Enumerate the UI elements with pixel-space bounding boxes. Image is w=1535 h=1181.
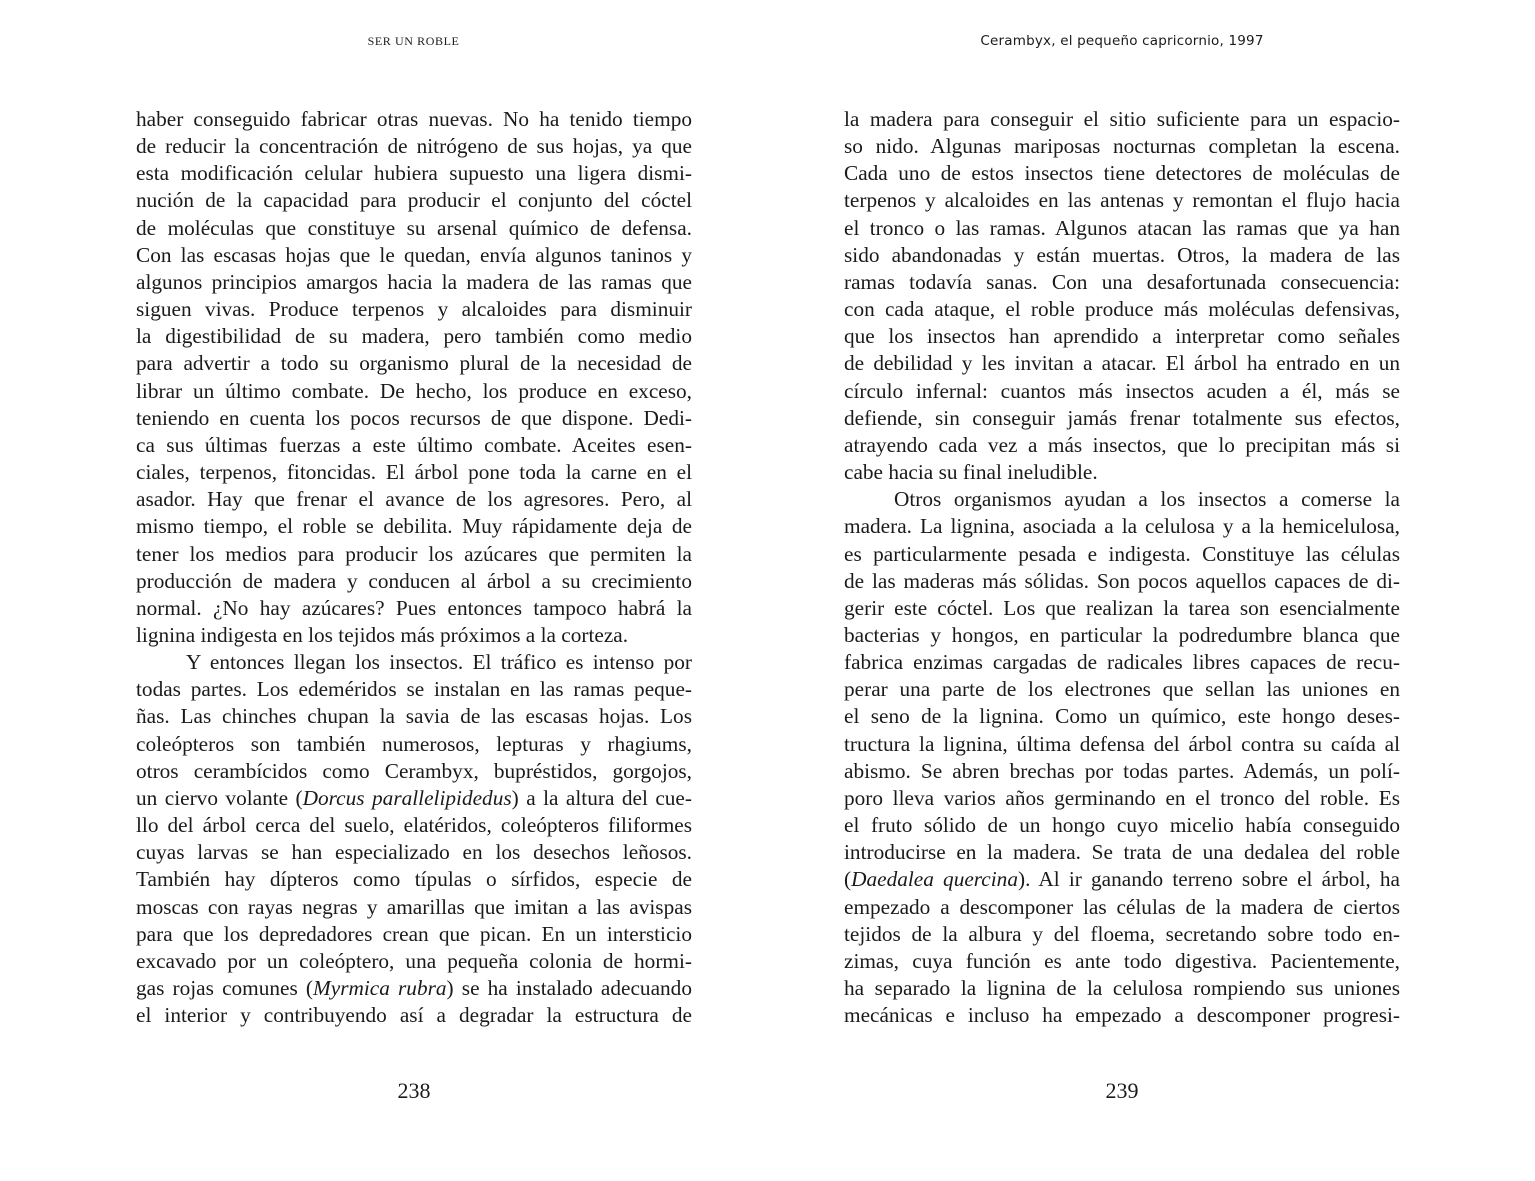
text-line: excavado por un coleóptero, una pequeña colonia de hormi-: [136, 948, 692, 973]
text-line: sido abandonadas y están muertas. Otros, la madera de las: [844, 242, 1400, 267]
text-line: de debilidad y les invitan a atacar. El árbol ha entrado en un: [844, 351, 1400, 376]
text-line: de reducir la concentración de nitrógeno de sus hojas, ya que: [136, 134, 692, 159]
left-page: [0, 0, 767, 1181]
text-line: esta modificación celular hubiera supuesto una ligera dismi-: [136, 161, 692, 186]
text-line: ha separado la lignina de la celulosa rompiendo sus uniones: [844, 976, 1400, 1000]
text-line: perar una parte de los electrones que sellan las uniones en: [844, 677, 1400, 702]
text-line: es particularmente pesada e indigesta. Constituye las células: [844, 541, 1400, 566]
text-line: fabrica enzimas cargadas de radicales libres capaces de recu-: [844, 650, 1400, 675]
text-line: Con las escasas hojas que le quedan, envía algunos taninos y: [136, 242, 692, 267]
text-line: algunos principios amargos hacia la madera de las ramas que: [136, 269, 692, 294]
text-line: gerir este cóctel. Los que realizan la tarea son esencialmente: [844, 595, 1400, 620]
text-line: todas partes. Los edeméridos se instalan en las ramas peque-: [136, 677, 692, 702]
text-line: empezado a descomponer las células de la madera de ciertos: [844, 894, 1400, 919]
text-line: haber conseguido fabricar otras nuevas. No ha tenido tiempo: [136, 107, 692, 131]
body-text: [136, 106, 692, 1029]
text-line: tejidos de la albura y del floema, secretando sobre todo en-: [844, 921, 1400, 946]
text-line: el seno de la lignina. Como un químico, este hongo deses-: [844, 704, 1400, 729]
text-line: ñas. Las chinches chupan la savia de las escasas hojas. Los: [136, 704, 692, 729]
text-line: con cada ataque, el roble produce más moléculas defensivas,: [844, 297, 1400, 322]
text-line: moscas con rayas negras y amarillas que imitan a las avispas: [136, 894, 692, 919]
text-line: normal. ¿No hay azúcares? Pues entonces tampoco habrá la: [136, 595, 692, 620]
text-line: poro lleva varios años germinando en el tronco del roble. Es: [844, 785, 1400, 810]
paragraph: [136, 106, 692, 649]
text-line: que los insectos han aprendido a interpretar como señales: [844, 324, 1400, 349]
text-line: bacterias y hongos, en particular la podredumbre blanca que: [844, 622, 1400, 647]
text-line: Cada uno de estos insectos tiene detectores de moléculas de: [844, 161, 1400, 186]
text-line: nución de la capacidad para producir el conjunto del cóctel: [136, 188, 692, 213]
text-line: de moléculas que constituye su arsenal químico de defensa.: [136, 215, 692, 240]
right-page: [767, 0, 1535, 1181]
text-line: introducirse en la madera. Se trata de una dedalea del roble: [844, 840, 1400, 865]
text-line: de las maderas más sólidas. Son pocos aquellos capaces de di-: [844, 568, 1400, 593]
text-line: terpenos y alcaloides en las antenas y remontan el flujo hacia: [844, 188, 1400, 213]
text-line: zimas, cuya función es ante todo digestiva. Pacientemente,: [844, 948, 1400, 973]
text-line: cuyas larvas se han especializado en los desechos leñosos.: [136, 840, 692, 865]
text-line: ramas todavía sanas. Con una desafortunada consecuencia:: [844, 269, 1400, 294]
page-number: 239: [1105, 1078, 1139, 1103]
text-line: librar un último combate. De hecho, los produce en exceso,: [136, 378, 692, 403]
running-head: SER UN ROBLE: [367, 34, 460, 48]
text-line: atrayendo cada vez a más insectos, que lo precipitan más si: [844, 432, 1400, 457]
text-line italic-mix: gas rojas comunes (Myrmica rubra) se ha instalado adecuando: [136, 976, 692, 1000]
text-line: otros cerambícidos como Cerambyx, bupréstidos, gorgojos,: [136, 758, 692, 783]
text-line: teniendo en cuenta los pocos recursos de que dispone. Dedi-: [136, 405, 692, 430]
text-line: coleópteros son también numerosos, lepturas y rhagiums,: [136, 731, 692, 756]
text-line: la digestibilidad de su madera, pero también como medio: [136, 324, 692, 349]
text-line italic-mix: un ciervo volante (Dorcus parallelipidedus) a la altura del cue-: [136, 785, 692, 810]
text-line: para que los depredadores crean que pican. En un intersticio: [136, 921, 692, 946]
paragraph: [844, 106, 1400, 486]
text-line: ca sus últimas fuerzas a este último combate. Aceites esen-: [136, 432, 692, 457]
text-line: mismo tiempo, el roble se debilita. Muy rápidamente deja de: [136, 514, 692, 539]
page-number: 238: [397, 1078, 431, 1103]
paragraph: [136, 649, 692, 1029]
text-line: mecánicas e incluso ha empezado a descomponer progresi-: [844, 1003, 1400, 1028]
text-line: Otros organismos ayudan a los insectos a comerse la: [894, 487, 1400, 512]
text-line: so nido. Algunas mariposas nocturnas completan la escena.: [844, 134, 1400, 159]
text-line: asador. Hay que frenar el avance de los agresores. Pero, al: [136, 487, 692, 512]
text-line: abismo. Se abren brechas por todas partes. Además, un polí-: [844, 758, 1400, 783]
text-line: círculo infernal: cuantos más insectos acuden a él, más se: [844, 378, 1400, 403]
text-line: el interior y contribuyendo así a degradar la estructura de: [136, 1003, 692, 1028]
text-line: ciales, terpenos, fitoncidas. El árbol pone toda la carne en el: [136, 460, 692, 485]
text-line italic-mix: (Daedalea quercina). Al ir ganando terreno sobre el árbol, ha: [844, 867, 1400, 892]
text-line: lignina indigesta en los tejidos más próximos a la corteza.: [136, 622, 629, 647]
text-line: tructura la lignina, última defensa del árbol contra su caída al: [844, 731, 1400, 756]
text-line: tener los medios para producir los azúcares que permiten la: [136, 541, 692, 566]
text-line: el fruto sólido de un hongo cuyo micelio había conseguido: [844, 813, 1400, 838]
text-line: Y entonces llegan los insectos. El tráfico es intenso por: [186, 650, 692, 675]
text-line: cabe hacia su final ineludible.: [844, 460, 1098, 485]
text-line: llo del árbol cerca del suelo, elatéridos, coleópteros filiformes: [136, 813, 692, 838]
paragraph: [844, 486, 1400, 1029]
text-line: para advertir a todo su organismo plural de la necesidad de: [136, 351, 692, 376]
running-head: Cerambyx, el pequeño capricornio, 1997: [980, 33, 1264, 49]
text-line: el tronco o las ramas. Algunos atacan las ramas que ya han: [844, 215, 1400, 240]
text-line: También hay dípteros como típulas o sírfidos, especie de: [136, 867, 692, 892]
text-line: madera. La lignina, asociada a la celulosa y a la hemicelulosa,: [844, 514, 1400, 539]
text-line: producción de madera y conducen al árbol a su crecimiento: [136, 568, 692, 593]
text-line: defiende, sin conseguir jamás frenar totalmente sus efectos,: [844, 405, 1400, 430]
text-line: la madera para conseguir el sitio suficiente para un espacio-: [844, 107, 1400, 131]
body-text: [844, 106, 1400, 1029]
text-line: siguen vivas. Produce terpenos y alcaloides para disminuir: [136, 297, 692, 322]
